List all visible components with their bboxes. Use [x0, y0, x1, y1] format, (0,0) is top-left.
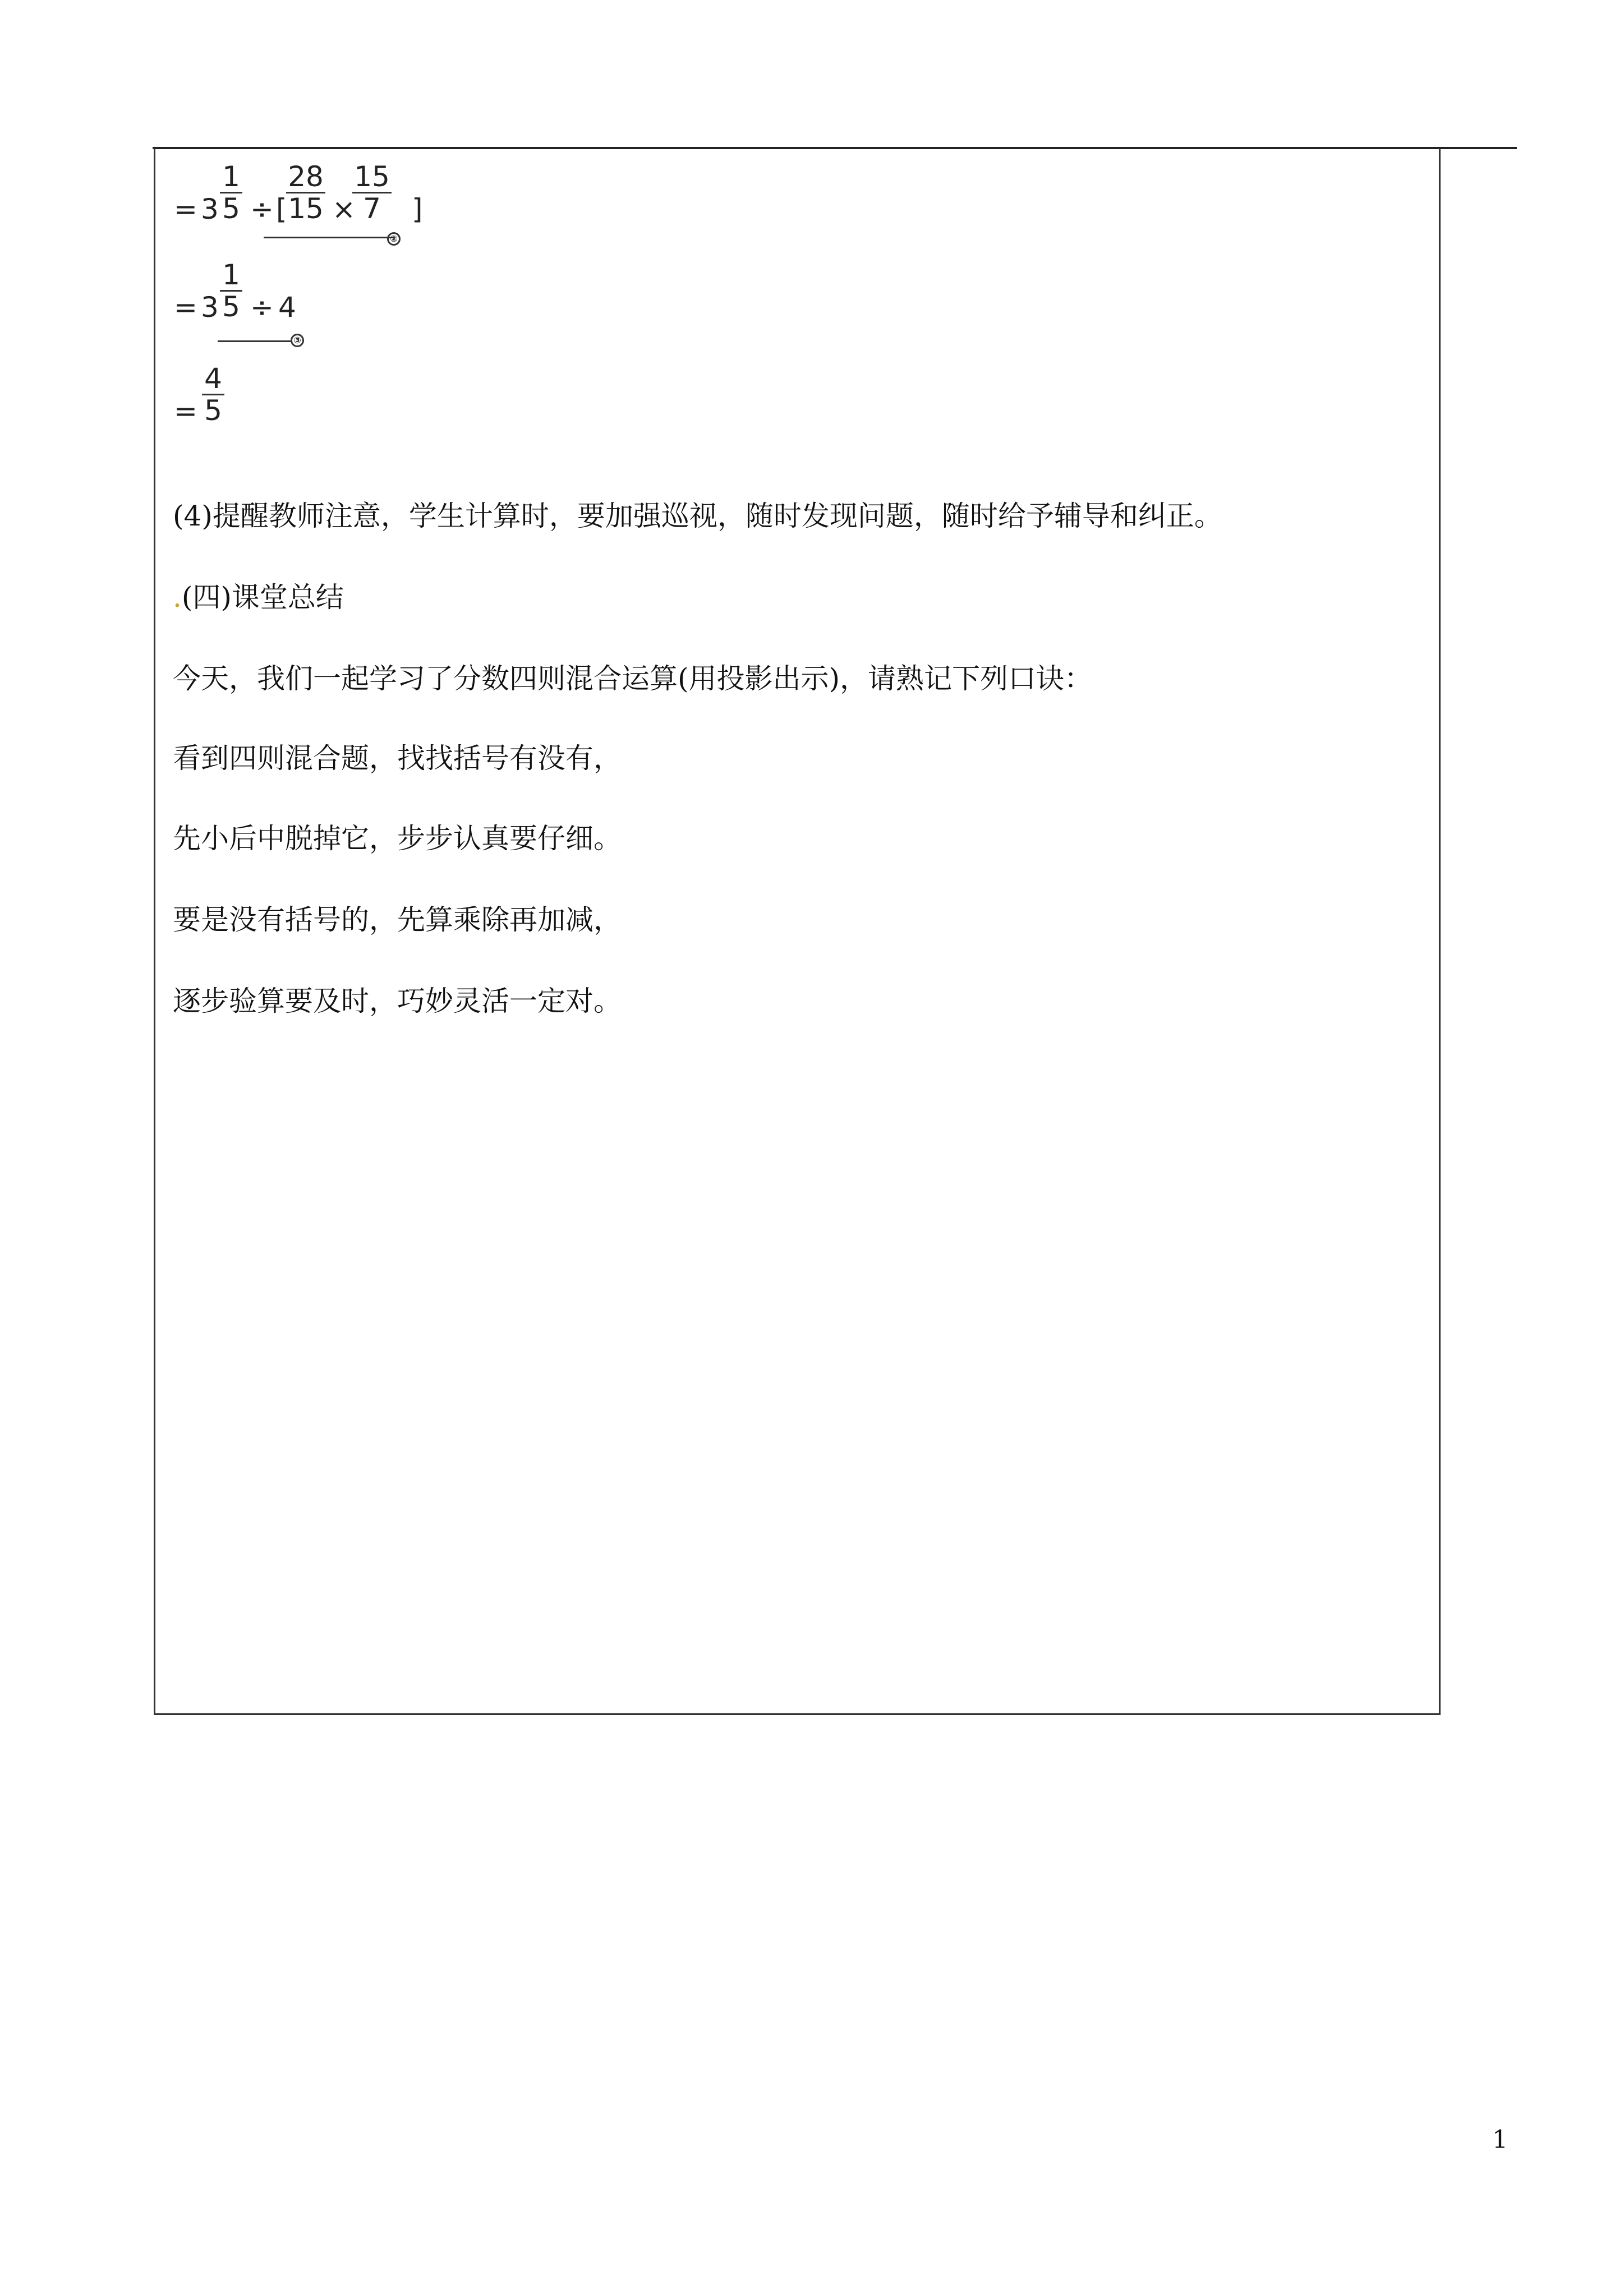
divide-sign: ÷: [250, 291, 274, 324]
rhyme-line-3: 要是没有括号的，先算乘除再加减，: [173, 903, 622, 936]
whole-number: 3: [201, 193, 219, 225]
fraction: 1 5: [220, 261, 242, 321]
fraction: 28 15: [286, 163, 325, 223]
step-marker-icon: ②: [387, 232, 401, 246]
paragraph-summary-intro: 今天，我们一起学习了分数四则混合运算(用投影出示)，请熟记下列口诀：: [173, 662, 1093, 695]
right-bracket: ]: [412, 193, 423, 225]
section-heading: [173, 575, 344, 615]
operand: 4: [278, 291, 296, 324]
rhyme-line-4: 逐步验算要及时，巧妙灵活一定对。: [173, 985, 622, 1017]
paragraph-teaching-note: (4)提醒教师注意，学生计算时，要加强巡视，随时发现问题，随时给予辅导和纠正。: [173, 500, 1222, 532]
equals-sign: =: [174, 193, 197, 225]
step-marker-icon: ③: [291, 334, 304, 347]
equals-sign: =: [174, 291, 197, 324]
section-heading-text: (四)课堂总结: [181, 581, 344, 614]
divide-sign: ÷: [250, 193, 274, 225]
rhyme-line-2: 先小后中脱掉它，步步认真要仔细。: [173, 822, 622, 855]
fraction: 15 7: [352, 163, 392, 223]
step-underline: [264, 237, 394, 238]
left-bracket: [: [276, 193, 287, 225]
fraction: 4 5: [202, 365, 224, 425]
fraction: 1 5: [220, 163, 242, 223]
equals-sign: =: [174, 395, 197, 427]
rhyme-line-1: 看到四则混合题，找找括号有没有，: [173, 742, 622, 774]
step-underline: [218, 340, 291, 342]
dot-mark: .: [173, 581, 182, 614]
whole-number: 3: [201, 291, 219, 324]
page-number: 1: [1492, 2126, 1508, 2154]
times-sign: ×: [332, 193, 356, 225]
